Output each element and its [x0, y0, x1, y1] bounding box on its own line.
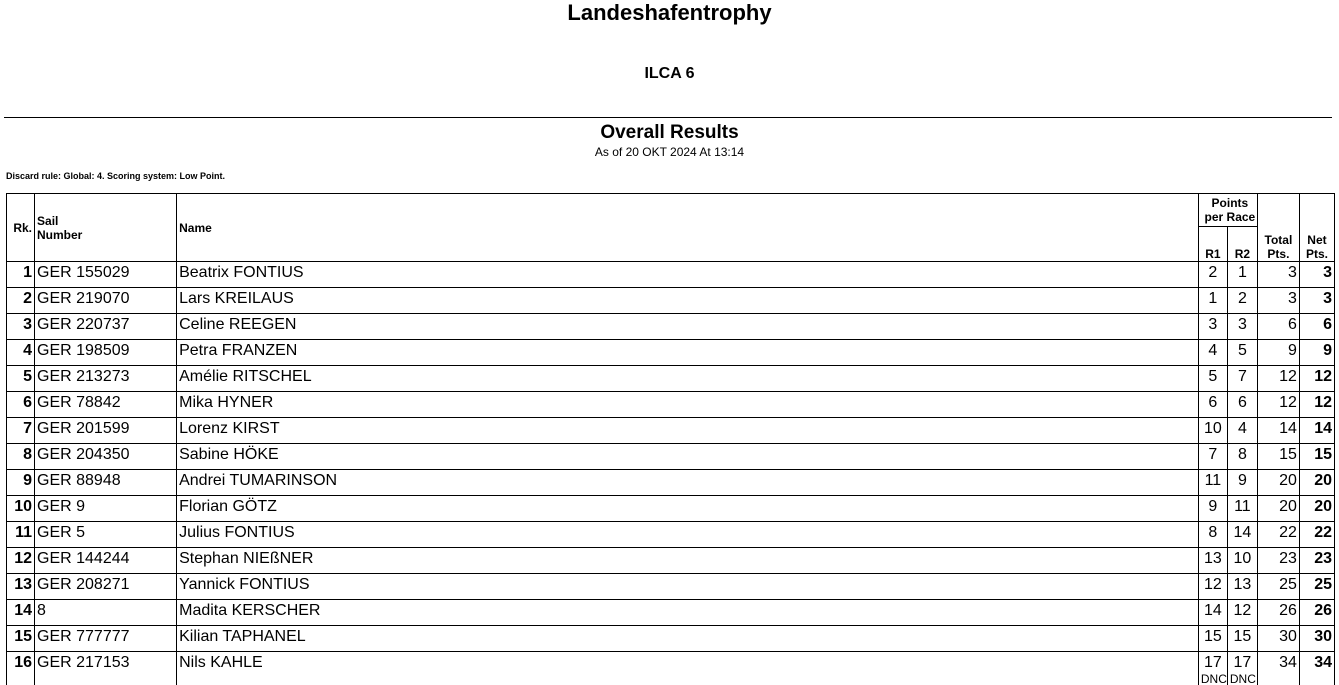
net-cell: 23	[1299, 548, 1334, 574]
name-cell: Lars KREILAUS	[177, 288, 1199, 314]
r1-cell	[1198, 366, 1227, 392]
r1-cell	[1198, 340, 1227, 366]
r1-points: 4	[1208, 342, 1218, 359]
event-title: Landeshafentrophy	[567, 0, 772, 25]
r1-points: 6	[1208, 394, 1218, 411]
rank-cell: 1	[7, 262, 35, 288]
r1-points: 14	[1203, 602, 1222, 619]
r2-points: 13	[1233, 576, 1252, 593]
total-cell: 26	[1257, 600, 1299, 626]
r2-cell	[1227, 470, 1257, 496]
header-total	[1257, 194, 1299, 262]
rank-cell: 10	[7, 496, 35, 522]
r2-cell	[1227, 288, 1257, 314]
r1-points: 17	[1203, 654, 1222, 671]
net-cell: 12	[1299, 392, 1334, 418]
rank-cell: 13	[7, 574, 35, 600]
name-cell: Andrei TUMARINSON	[177, 470, 1199, 496]
r2-points: 5	[1237, 342, 1247, 359]
net-cell: 30	[1299, 626, 1334, 652]
header-sail-number-text: Sail Number	[37, 213, 83, 242]
r2-points: 17	[1233, 654, 1252, 671]
r2-cell	[1227, 548, 1257, 574]
name-cell: Celine REEGEN	[177, 314, 1199, 340]
net-cell: 34	[1299, 652, 1334, 685]
name-cell: Kilian TAPHANEL	[177, 626, 1199, 652]
sail-number-cell: GER 217153	[35, 652, 177, 685]
class-title: ILCA 6	[644, 65, 695, 82]
r1-cell	[1198, 418, 1227, 444]
name-cell: Amélie RITSCHEL	[177, 366, 1199, 392]
sail-number-cell: GER 204350	[35, 444, 177, 470]
net-cell: 6	[1299, 314, 1334, 340]
r1-points: 3	[1208, 316, 1218, 333]
r2-points: 12	[1233, 602, 1252, 619]
r1-cell	[1198, 444, 1227, 470]
r1-points: 10	[1203, 420, 1222, 437]
total-cell: 14	[1257, 418, 1299, 444]
rank-cell: 14	[7, 600, 35, 626]
r2-cell	[1227, 652, 1257, 685]
sail-number-cell: GER 219070	[35, 288, 177, 314]
r1-penalty-code: DNC	[1200, 672, 1227, 685]
r2-points: 15	[1233, 628, 1252, 645]
rank-cell: 16	[7, 652, 35, 685]
rank-cell: 5	[7, 366, 35, 392]
rank-cell: 11	[7, 522, 35, 548]
sail-number-cell: GER 213273	[35, 366, 177, 392]
name-cell: Julius FONTIUS	[177, 522, 1199, 548]
rank-cell: 3	[7, 314, 35, 340]
r1-points: 5	[1208, 368, 1218, 385]
table-row	[7, 418, 1335, 444]
header-net	[1299, 194, 1334, 262]
sail-number-cell: GER 9	[35, 496, 177, 522]
name-cell: Mika HYNER	[177, 392, 1199, 418]
sail-number-cell: GER 5	[35, 522, 177, 548]
net-cell: 14	[1299, 418, 1334, 444]
header-row-top	[7, 194, 1335, 227]
sail-number-cell: GER 144244	[35, 548, 177, 574]
r1-cell	[1198, 496, 1227, 522]
header-rank: Rk.	[7, 194, 35, 262]
r2-points: 1	[1237, 264, 1247, 281]
header-name: Name	[177, 194, 1199, 262]
sail-number-cell: 8	[35, 600, 177, 626]
sail-number-cell: GER 777777	[35, 626, 177, 652]
header-sail-number	[35, 194, 177, 262]
net-cell: 15	[1299, 444, 1334, 470]
r1-cell	[1198, 626, 1227, 652]
table-row	[7, 262, 1335, 288]
r2-cell	[1227, 366, 1257, 392]
results-title: Overall Results	[600, 122, 739, 143]
table-row	[7, 574, 1335, 600]
name-cell: Lorenz KIRST	[177, 418, 1199, 444]
net-cell: 3	[1299, 288, 1334, 314]
name-cell: Nils KAHLE	[177, 652, 1199, 685]
net-cell: 25	[1299, 574, 1334, 600]
table-row	[7, 470, 1335, 496]
r1-points: 13	[1203, 550, 1222, 567]
r1-cell	[1198, 548, 1227, 574]
r2-cell	[1227, 262, 1257, 288]
total-cell: 20	[1257, 496, 1299, 522]
table-row	[7, 392, 1335, 418]
name-cell: Beatrix FONTIUS	[177, 262, 1199, 288]
name-cell: Stephan NIEßNER	[177, 548, 1199, 574]
header-r2: R2	[1227, 227, 1257, 262]
r2-penalty-code: DNC	[1229, 672, 1256, 685]
r2-cell	[1227, 574, 1257, 600]
rank-cell: 8	[7, 444, 35, 470]
r1-points: 11	[1204, 472, 1222, 489]
total-cell: 6	[1257, 314, 1299, 340]
r2-points: 8	[1237, 446, 1247, 463]
header-points-per-race	[1198, 194, 1257, 227]
net-cell: 26	[1299, 600, 1334, 626]
header-net-text: Net Pts.	[1305, 233, 1328, 261]
r1-points: 12	[1203, 576, 1222, 593]
r1-cell	[1198, 392, 1227, 418]
r2-points: 4	[1237, 420, 1247, 437]
sail-number-cell: GER 220737	[35, 314, 177, 340]
sail-number-cell: GER 78842	[35, 392, 177, 418]
divider	[4, 117, 1332, 118]
r2-cell	[1227, 392, 1257, 418]
sail-number-cell: GER 198509	[35, 340, 177, 366]
rank-cell: 12	[7, 548, 35, 574]
table-row	[7, 600, 1335, 626]
net-cell: 3	[1299, 262, 1334, 288]
sail-number-cell: GER 208271	[35, 574, 177, 600]
table-row	[7, 496, 1335, 522]
total-cell: 9	[1257, 340, 1299, 366]
r2-cell	[1227, 496, 1257, 522]
table-row	[7, 340, 1335, 366]
r1-cell	[1198, 470, 1227, 496]
table-row	[7, 314, 1335, 340]
total-cell: 34	[1257, 652, 1299, 685]
rank-cell: 6	[7, 392, 35, 418]
rank-cell: 7	[7, 418, 35, 444]
r1-cell	[1198, 288, 1227, 314]
r2-cell	[1227, 418, 1257, 444]
sail-number-cell: GER 201599	[35, 418, 177, 444]
net-cell: 9	[1299, 340, 1334, 366]
r1-points: 2	[1208, 264, 1218, 281]
r1-points: 8	[1208, 524, 1218, 541]
rank-cell: 4	[7, 340, 35, 366]
total-cell: 3	[1257, 288, 1299, 314]
total-cell: 3	[1257, 262, 1299, 288]
name-cell: Petra FRANZEN	[177, 340, 1199, 366]
table-row	[7, 522, 1335, 548]
name-cell: Sabine HÖKE	[177, 444, 1199, 470]
table-row	[7, 626, 1335, 652]
rank-cell: 2	[7, 288, 35, 314]
header-total-text: Total Pts.	[1264, 233, 1293, 261]
table-row	[7, 548, 1335, 574]
r2-cell	[1227, 340, 1257, 366]
net-cell: 20	[1299, 496, 1334, 522]
table-row	[7, 366, 1335, 392]
r2-cell	[1227, 626, 1257, 652]
r2-points: 3	[1237, 316, 1247, 333]
r1-cell	[1198, 262, 1227, 288]
total-cell: 20	[1257, 470, 1299, 496]
total-cell: 25	[1257, 574, 1299, 600]
r2-points: 14	[1233, 524, 1252, 541]
discard-rule: Discard rule: Global: 4. Scoring system: Low Point.	[6, 171, 226, 181]
table-row	[7, 288, 1335, 314]
name-cell: Yannick FONTIUS	[177, 574, 1199, 600]
r2-points: 2	[1237, 290, 1247, 307]
results-table	[6, 193, 1335, 685]
total-cell: 12	[1257, 366, 1299, 392]
sail-number-cell: GER 88948	[35, 470, 177, 496]
r2-cell	[1227, 444, 1257, 470]
r1-points: 7	[1208, 446, 1218, 463]
total-cell: 15	[1257, 444, 1299, 470]
r1-cell	[1198, 600, 1227, 626]
total-cell: 12	[1257, 392, 1299, 418]
net-cell: 20	[1299, 470, 1334, 496]
name-cell: Madita KERSCHER	[177, 600, 1199, 626]
r1-points: 15	[1203, 628, 1222, 645]
r1-cell	[1198, 574, 1227, 600]
table-row	[7, 652, 1335, 685]
r2-points: 10	[1233, 550, 1252, 567]
r1-cell	[1198, 522, 1227, 548]
table-row	[7, 444, 1335, 470]
r2-points: 7	[1237, 368, 1247, 385]
total-cell: 30	[1257, 626, 1299, 652]
name-cell: Florian GÖTZ	[177, 496, 1199, 522]
r2-cell	[1227, 600, 1257, 626]
header-r1: R1	[1198, 227, 1227, 262]
r1-points: 9	[1208, 498, 1218, 515]
r1-points: 1	[1208, 290, 1218, 307]
rank-cell: 9	[7, 470, 35, 496]
r2-cell	[1227, 314, 1257, 340]
total-cell: 23	[1257, 548, 1299, 574]
as-of-timestamp: As of 20 OKT 2024 At 13:14	[594, 145, 745, 159]
r2-cell	[1227, 522, 1257, 548]
net-cell: 22	[1299, 522, 1334, 548]
r2-points: 6	[1237, 394, 1247, 411]
header-points-per-race-text: Points per Race	[1204, 196, 1256, 224]
sail-number-cell: GER 155029	[35, 262, 177, 288]
rank-cell: 15	[7, 626, 35, 652]
r1-cell	[1198, 314, 1227, 340]
total-cell: 22	[1257, 522, 1299, 548]
r2-points: 11	[1234, 498, 1251, 515]
results-body	[7, 262, 1335, 685]
net-cell: 12	[1299, 366, 1334, 392]
r2-points: 9	[1237, 472, 1247, 489]
r1-cell	[1198, 652, 1227, 685]
